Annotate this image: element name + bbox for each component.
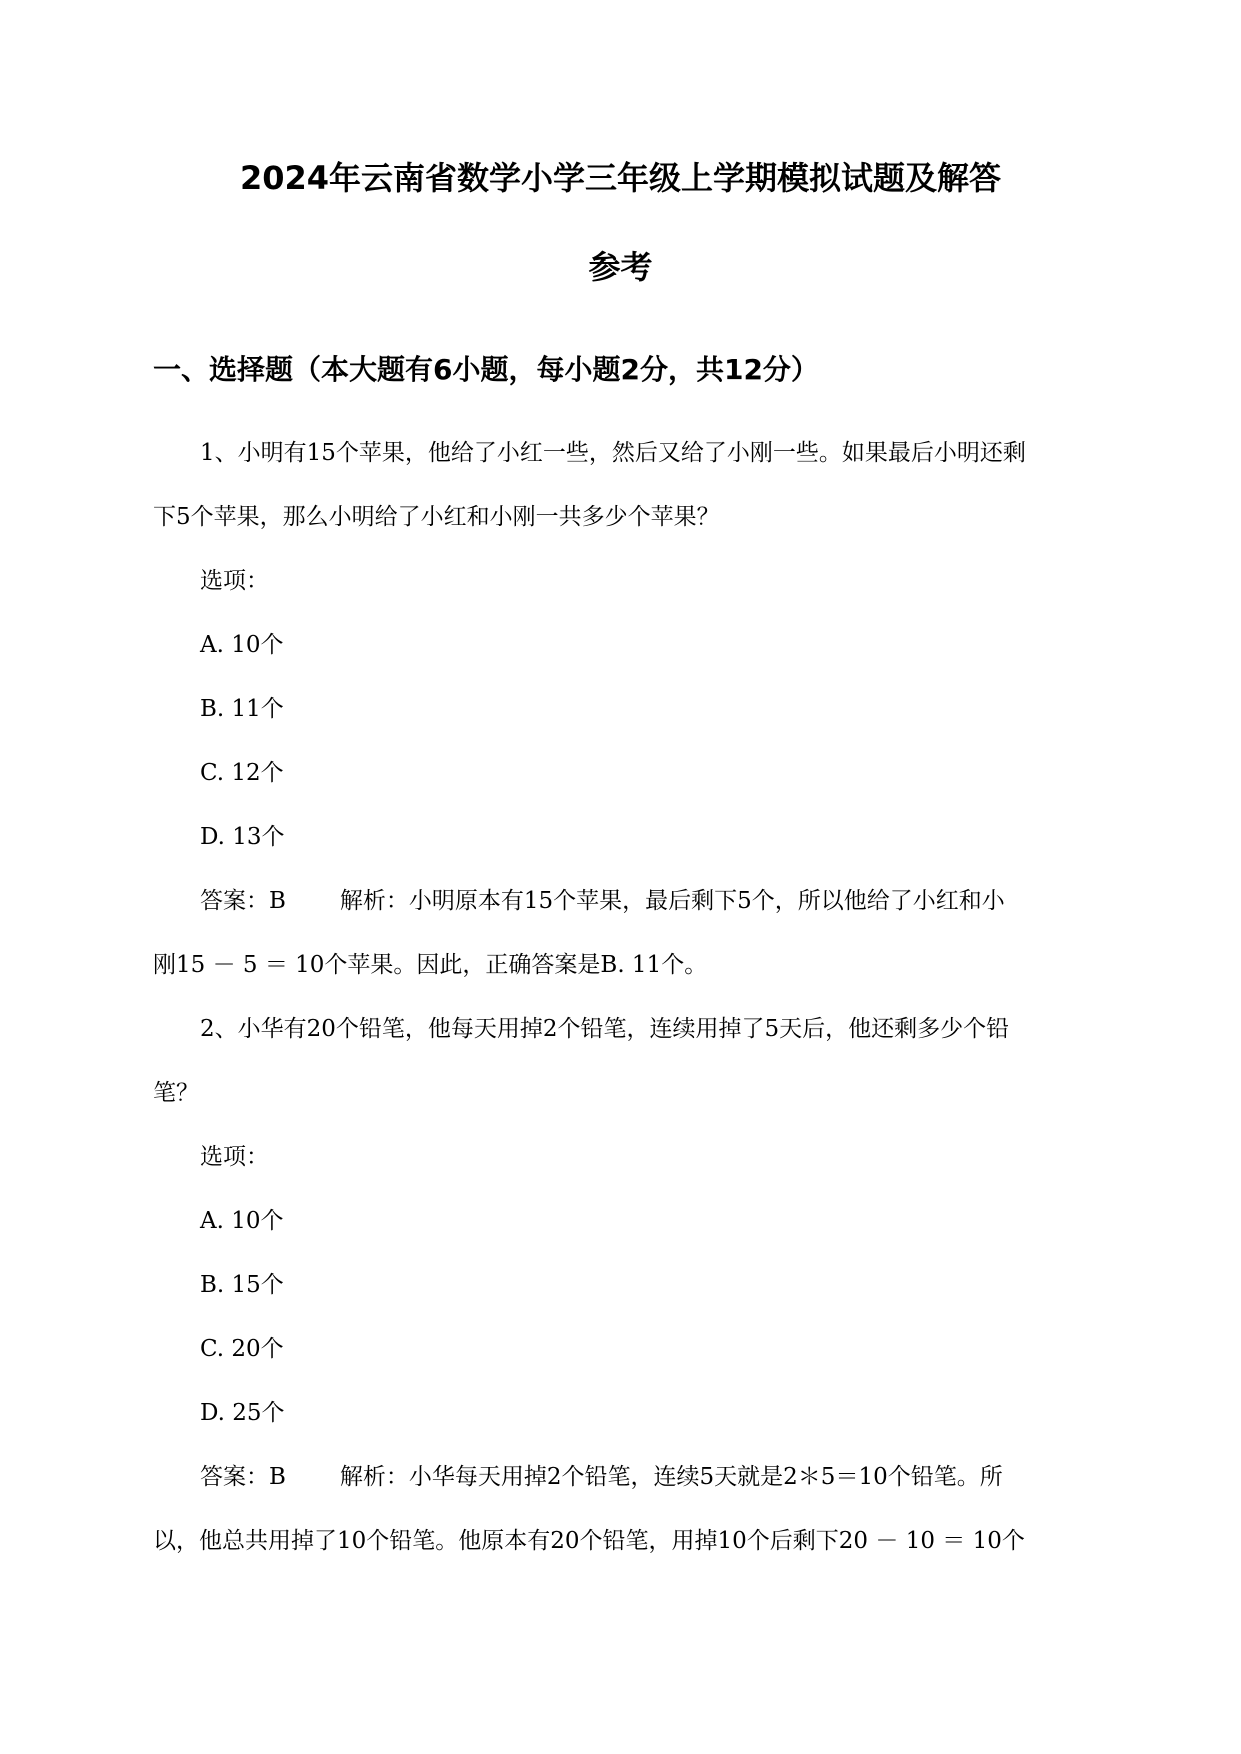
document-title-line2: 参考 (588, 248, 653, 286)
question-2-analysis-line2: 以，他总共用掉了10个铅笔。他原本有20个铅笔，用掉10个后剩下20 － 10 ＝ 10个 (153, 1528, 1025, 1554)
question-2-answer-row (200, 1462, 1003, 1492)
question-2-options-label: 选项： (200, 1144, 269, 1170)
question-1-option-c: C. 12个 (200, 760, 284, 786)
question-2-stem-line2: 笔？ (153, 1080, 199, 1106)
question-2-option-d: D. 25个 (200, 1400, 285, 1426)
question-1-option-a: A. 10个 (200, 632, 284, 658)
question-1-option-d: D. 13个 (200, 824, 285, 850)
question-2-option-c: C. 20个 (200, 1336, 284, 1362)
question-1-answer-row (200, 886, 1005, 916)
question-1-answer: 答案：B (200, 888, 286, 914)
question-2-option-a: A. 10个 (200, 1208, 284, 1234)
question-2-analysis-line1: 解析：小华每天用掉2个铅笔，连续5天就是2＊5＝10个铅笔。所 (339, 1464, 1003, 1490)
question-1-analysis-line2: 刚15 － 5 ＝ 10个苹果。因此，正确答案是B. 11个。 (153, 952, 708, 978)
section-heading: 一、选择题（本大题有6小题，每小题2分，共12分） (153, 353, 819, 386)
question-2-option-b: B. 15个 (200, 1272, 284, 1298)
document-title-line1: 2024年云南省数学小学三年级上学期模拟试题及解答 (239, 159, 1002, 197)
question-1-option-b: B. 11个 (200, 696, 284, 722)
question-1-stem-line1: 1、小明有15个苹果，他给了小红一些，然后又给了小刚一些。如果最后小明还剩 (200, 440, 1026, 466)
question-1-analysis-line1: 解析：小明原本有15个苹果，最后剩下5个，所以他给了小红和小 (339, 888, 1005, 914)
question-1-stem-line2: 下5个苹果，那么小明给了小红和小刚一共多少个苹果？ (153, 504, 720, 530)
question-1-options-label: 选项： (200, 568, 269, 594)
question-2-answer: 答案：B (200, 1464, 286, 1490)
question-2-stem-line1: 2、小华有20个铅笔，他每天用掉2个铅笔，连续用掉了5天后，他还剩多少个铅 (200, 1016, 1010, 1042)
